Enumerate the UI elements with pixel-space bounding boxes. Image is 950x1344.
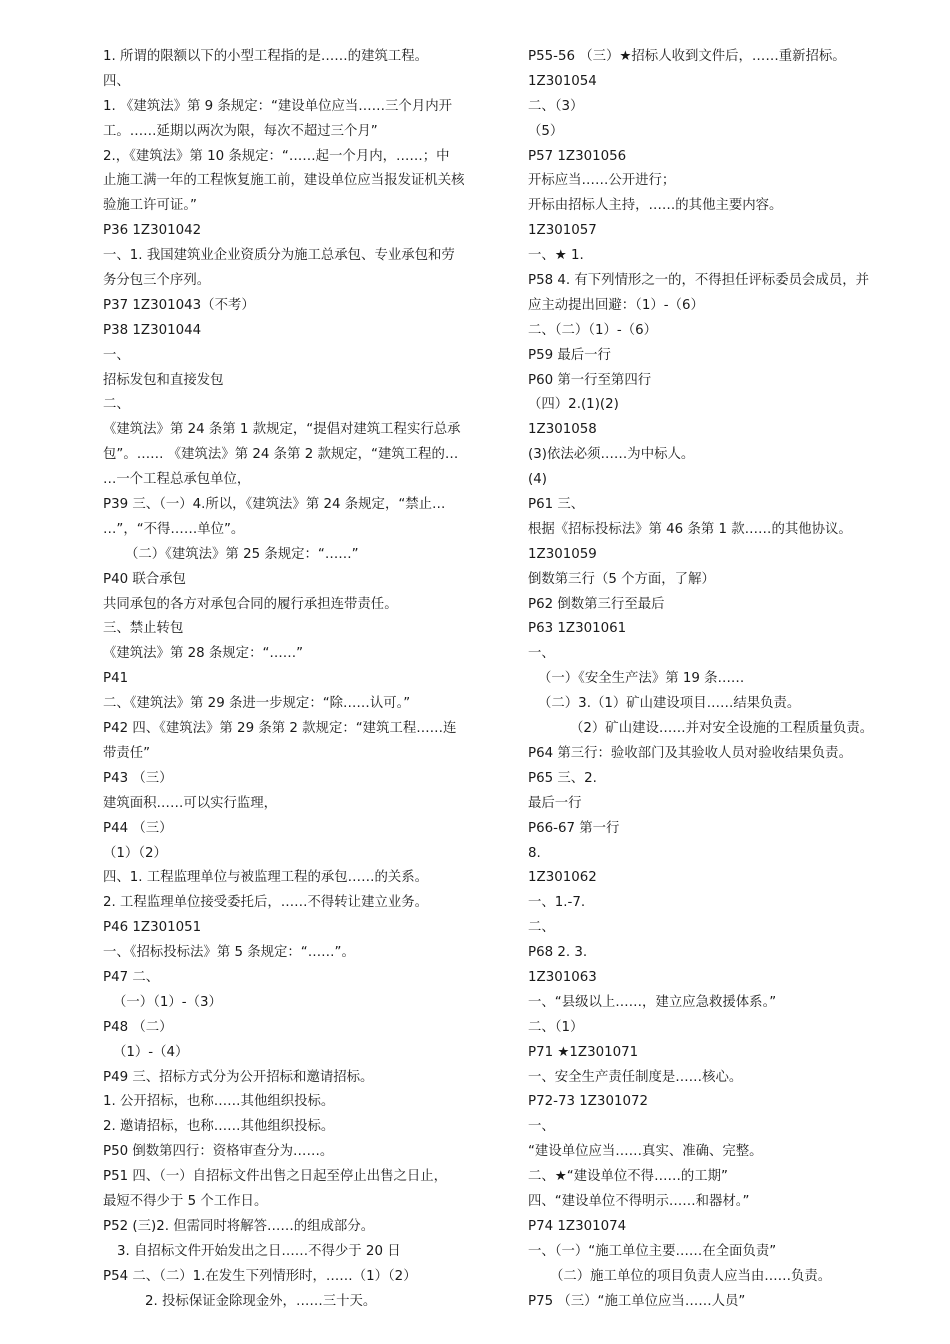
text-line: P63 1Z301061 [528, 621, 627, 637]
text-line: P55-56 （三）★招标人收到文件后，……重新招标。 [528, 49, 846, 64]
text-line: （1）-（4） [113, 1044, 189, 1060]
text-line: P52 (三)2. 但需同时将解答……的组成部分。 [103, 1218, 375, 1234]
text-line: P68 2. 3. [528, 945, 588, 961]
text-line: (4) [528, 472, 547, 488]
text-line: 四、1. 工程监理单位与被监理工程的承包……的关系。 [103, 870, 429, 886]
text-line: 一、1.-7. [528, 895, 586, 911]
text-line: 一、 [528, 1119, 555, 1135]
text-line: P60 第一行至第四行 [528, 372, 652, 388]
text-line: 8. [528, 845, 541, 861]
text-line: 二、（3） [528, 98, 584, 114]
text-line: 验施工许可证。” [103, 198, 197, 214]
text-line: 建筑面积……可以实行监理， [103, 795, 278, 811]
left-column [103, 45, 495, 1314]
text-line: “建设单位应当……真实、准确、完整。 [528, 1144, 763, 1160]
text-line: 一、《招标投标法》第 5 条规定：“……”。 [103, 945, 355, 961]
text-line: 1Z301057 [528, 223, 597, 239]
text-line: P64 第三行：验收部门及其验收人员对验收结果负责。 [528, 745, 852, 761]
text-line: 1. 《建筑法》第 9 条规定：“建设单位应当……三个月内开 [103, 98, 452, 114]
text-line: 1Z301062 [528, 870, 597, 886]
text-line: （2）矿山建设……并对安全设施的工程质量负责。 [570, 721, 874, 737]
text-line: P71 ★1Z301071 [528, 1044, 639, 1060]
text-line: 一、★ 1. [528, 248, 584, 264]
text-line: 二、★“建设单位不得……的工期” [528, 1169, 728, 1185]
text-line: P39 三、（一）4.所以，《建筑法》第 24 条规定，“禁止… [103, 497, 446, 513]
text-line: 共同承包的各方对承包合同的履行承担连带责任。 [103, 596, 398, 612]
text-line: P47 二、 [103, 969, 160, 985]
text-line: P61 三、 [528, 497, 585, 513]
text-line: P65 三、2. [528, 770, 597, 786]
text-line: …一个工程总承包单位， [103, 472, 251, 488]
text-line: （二）施工单位的项目负责人应当由……负责。 [550, 1268, 832, 1284]
text-line: P46 1Z301051 [103, 920, 202, 936]
text-line: P44 （三） [103, 820, 173, 836]
text-line: （一）《安全生产法》第 19 条…… [538, 671, 745, 687]
text-line: P74 1Z301074 [528, 1218, 627, 1234]
text-line: P36 1Z301042 [103, 223, 202, 239]
text-line: 最后一行 [528, 795, 582, 811]
text-line: 2. 投标保证金除现金外，……三十天。 [145, 1293, 377, 1309]
text-line: 开标应当……公开进行； [528, 173, 676, 189]
text-line: 招标发包和直接发包 [103, 372, 224, 388]
text-line: 开标由招标人主持，……的其他主要内容。 [528, 198, 783, 214]
text-line: 一、1. 我国建筑业企业资质分为施工总承包、专业承包和劳 [103, 248, 455, 264]
text-line: 二、（1） [528, 1019, 584, 1035]
text-line: 一、 [528, 646, 555, 662]
text-line: 《建筑法》第 28 条规定：“……” [103, 646, 304, 662]
text-line: P37 1Z301043（不考） [103, 297, 255, 313]
text-line: 止施工满一年的工程恢复施工前，建设单位应当报发证机关核 [103, 173, 465, 189]
text-line: 一、 [103, 347, 130, 363]
text-line: 1Z301054 [528, 73, 597, 89]
text-line: P58 4. 有下列情形之一的，不得担任评标委员会成员，并 [528, 273, 869, 289]
text-line: P54 二、（二）1.在发生下列情形时，……（1）（2） [103, 1268, 417, 1284]
text-line: (3)依法必须……为中标人。 [528, 447, 695, 463]
text-line: P49 三、招标方式分为公开招标和邀请招标。 [103, 1069, 374, 1085]
text-line: （5） [528, 123, 564, 139]
text-line: 二、《建筑法》第 29 条进一步规定：“除……认可。” [103, 696, 411, 712]
text-line: 一、（一）“施工单位主要……在全面负责” [528, 1243, 777, 1259]
text-line: P43 （三） [103, 770, 173, 786]
text-line: 1Z301063 [528, 969, 597, 985]
text-line: （二）《建筑法》第 25 条规定：“……” [125, 546, 359, 562]
text-line: 应主动提出回避：（1）-（6） [528, 297, 704, 313]
text-line: P75 （三）“施工单位应当……人员” [528, 1293, 746, 1309]
text-line: 3. 自招标文件开始发出之日……不得少于 20 日 [117, 1243, 401, 1259]
text-line: 带责任” [103, 745, 151, 761]
text-line: 一、“县级以上……，建立应急救援体系。” [528, 994, 777, 1010]
text-line: P42 四、《建筑法》第 29 条第 2 款规定：“建筑工程……连 [103, 721, 457, 737]
text-line: 2. 邀请招标，也称……其他组织投标。 [103, 1119, 335, 1135]
text-line: 最短不得少于 5 个工作日。 [103, 1193, 268, 1209]
text-line: （四）2.(1)(2) [528, 397, 619, 413]
text-line: 2.，《建筑法》第 10 条规定：“……起一个月内，……；中 [103, 148, 450, 164]
text-line: 二、 [528, 920, 555, 936]
text-line: 四、“建设单位不得明示……和器材。” [528, 1193, 750, 1209]
text-line: 二、 [103, 397, 130, 413]
text-line: 1. 公开招标，也称……其他组织投标。 [103, 1094, 335, 1110]
text-line: P57 1Z301056 [528, 148, 627, 164]
text-line: …”，“不得……单位”。 [103, 521, 245, 537]
text-line: P72-73 1Z301072 [528, 1094, 649, 1110]
text-line: P38 1Z301044 [103, 322, 202, 338]
text-line: 1Z301059 [528, 546, 597, 562]
text-line: （一）（1）-（3） [113, 994, 222, 1010]
text-line: 三、禁止转包 [103, 621, 184, 637]
text-line: P48 （二） [103, 1019, 173, 1035]
text-line: 2. 工程监理单位接受委托后，……不得转让建立业务。 [103, 895, 429, 911]
text-line: （1）（2） [103, 845, 167, 861]
text-line: 倒数第三行（5 个方面，了解） [528, 571, 715, 587]
text-line: 《建筑法》第 24 条第 1 款规定，“提倡对建筑工程实行总承 [103, 422, 461, 438]
text-line: 工。……延期以两次为限，每次不超过三个月” [103, 123, 378, 139]
text-line: P51 四、（一）自招标文件出售之日起至停止出售之日止， [103, 1169, 448, 1185]
text-line: P41 [103, 671, 129, 687]
text-line: 1Z301058 [528, 422, 597, 438]
text-line: P62 倒数第三行至最后 [528, 596, 665, 612]
text-line: 二、（二）（1）-（6） [528, 322, 657, 338]
text-line: 1. 所谓的限额以下的小型工程指的是……的建筑工程。 [103, 49, 429, 64]
text-line: P59 最后一行 [528, 347, 611, 363]
text-line: 一、安全生产责任制度是……核心。 [528, 1069, 743, 1085]
right-column [528, 45, 913, 1314]
text-line: P40 联合承包 [103, 571, 186, 587]
text-line: P66-67 第一行 [528, 820, 620, 836]
text-line: P50 倒数第四行：资格审查分为……。 [103, 1144, 334, 1160]
text-line: （二）3.（1）矿山建设项目……结果负责。 [538, 696, 801, 712]
text-line: 务分包三个序列。 [103, 273, 211, 289]
text-line: 根据《招标投标法》第 46 条第 1 款……的其他协议。 [528, 521, 852, 537]
text-line: 四、 [103, 73, 130, 89]
text-line: 包”。…… 《建筑法》第 24 条第 2 款规定，“建筑工程的… [103, 447, 459, 463]
